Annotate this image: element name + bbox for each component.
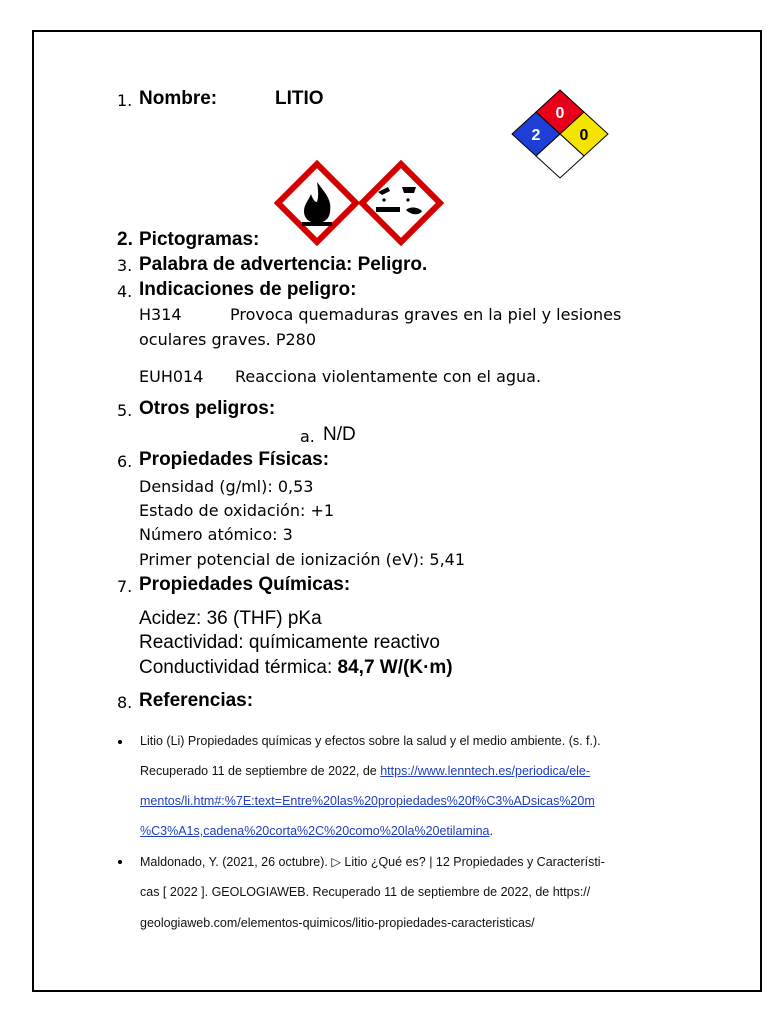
section-number-5: 5. (117, 401, 133, 420)
reactivity-line: Reactividad: químicamente reactivo (139, 632, 440, 653)
euh014-text: Reacciona violentamente con el agua. (235, 367, 542, 386)
hazard-statements-label: Indicaciones de peligro: (139, 279, 357, 300)
warning-word: Palabra de advertencia: Peligro. (139, 254, 428, 275)
name-label: Nombre: (139, 88, 218, 109)
thermal-conductivity-line (139, 657, 453, 679)
reference-1-line-4 (140, 824, 493, 838)
oxidation-state-line: Estado de oxidación: +1 (139, 501, 335, 520)
reference-bullet-2 (118, 860, 122, 864)
reference-2-line-1: Maldonado, Y. (2021, 26 octubre). ▷ Litio ¿Qué es? | 12 Propiedades y Característi- (140, 855, 605, 869)
other-hazards-sub-letter: a. (300, 427, 315, 446)
reference-2-line-2: cas [ 2022 ]. GEOLOGIAWEB. Recuperado 11 de septiembre de 2022, de https:// (140, 885, 591, 899)
h314-code: H314 (139, 305, 182, 324)
density-line: Densidad (g/ml): 0,53 (139, 477, 314, 496)
section-number-8: 8. (117, 693, 133, 712)
reference-1-line-2 (140, 764, 590, 778)
thermal-conductivity-label: Conductividad térmica: (139, 657, 338, 678)
reference-2-line-3: geologiaweb.com/elementos-quimicos/litio-propiedades-caracteristicas/ (140, 916, 535, 930)
h314-text: Provoca quemaduras graves en la piel y lesiones (230, 305, 622, 324)
h314-continuation: oculares graves. P280 (139, 330, 317, 349)
section-number-7: 7. (117, 577, 133, 596)
reference-1-link-part-1[interactable]: https://www.lenntech.es/periodica/ele- (380, 764, 591, 778)
reference-1-link-part-3[interactable]: %C3%A1s,cadena%20corta%2C%20como%20la%20etilamina (140, 824, 490, 838)
pictograms-label: Pictogramas: (139, 229, 260, 250)
reference-1-retrieved: Recuperado 11 de septiembre de 2022, de (140, 764, 381, 778)
section-number-3: 3. (117, 256, 133, 275)
acidity-line: Acidez: 36 (THF) pKa (139, 608, 322, 629)
section-number-4: 4. (117, 282, 133, 301)
atomic-number-line: Número atómico: 3 (139, 525, 293, 544)
physical-properties-label: Propiedades Físicas: (139, 449, 330, 470)
corrosion-pictogram-icon (358, 160, 444, 246)
reference-bullet-1 (118, 740, 122, 744)
flame-pictogram-icon (274, 160, 360, 246)
nfpa-diamond (510, 88, 610, 182)
chemical-properties-label: Propiedades Químicas: (139, 574, 351, 595)
other-hazards-label: Otros peligros: (139, 398, 276, 419)
nfpa-health-value: 2 (531, 127, 541, 144)
reference-1-period: . (489, 824, 493, 838)
name-value: LITIO (275, 88, 324, 109)
ionization-potential-line: Primer potencial de ionización (eV): 5,41 (139, 550, 466, 569)
other-hazards-value: N/D (323, 424, 356, 445)
reference-1-line-1: Litio (Li) Propiedades químicas y efectos sobre la salud y el medio ambiente. (s. f.). (140, 734, 601, 748)
nfpa-instability-value: 0 (579, 127, 589, 144)
section-number-2: 2. (117, 229, 133, 250)
euh014-code: EUH014 (139, 367, 204, 386)
reference-1-link-part-2[interactable]: mentos/li.htm#:%7E:text=Entre%20las%20propiedades%20f%C3%ADsicas%20m (140, 794, 595, 808)
section-number-1: 1. (117, 91, 133, 110)
references-label: Referencias: (139, 690, 254, 711)
nfpa-flammability-value: 0 (555, 105, 565, 122)
thermal-conductivity-value: 84,7 W/(K·m) (337, 657, 453, 678)
section-number-6: 6. (117, 452, 133, 471)
